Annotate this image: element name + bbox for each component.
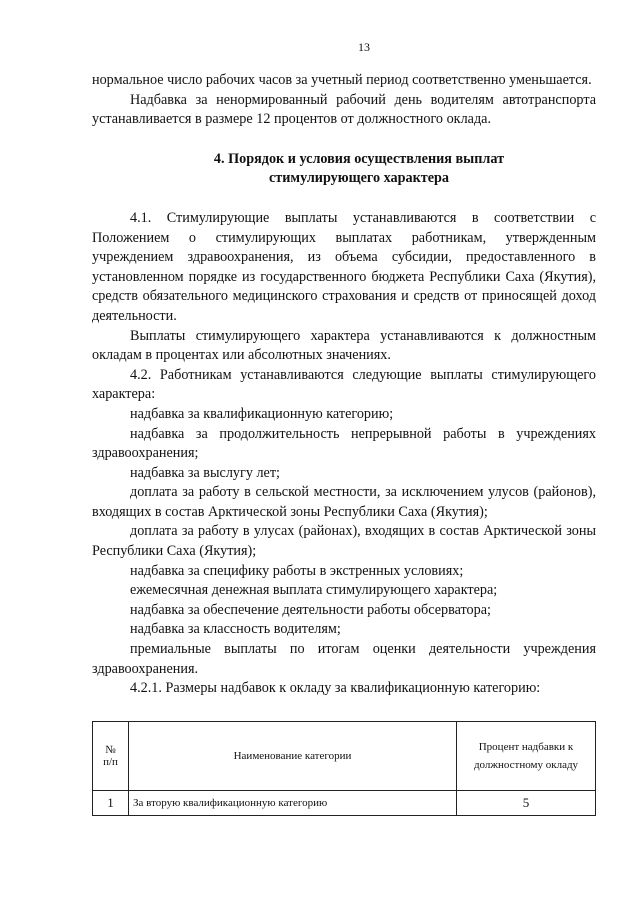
list-item: ежемесячная денежная выплата стимулирующего характера;: [130, 582, 498, 599]
list-item: надбавка за выслугу лет;: [130, 464, 280, 481]
header-number-line-2: п/п: [103, 755, 118, 768]
section-heading-line-2: стимулирующего характера: [268, 170, 450, 187]
list-item: надбавка за обеспечение деятельности работы обсерватора;: [130, 601, 491, 618]
row-category-name: За вторую квалификационную категорию: [129, 790, 457, 815]
subsection-4-2-1: 4.2.1. Размеры надбавок к окладу за квалификационную категорию:: [130, 680, 541, 697]
row-percent: 5: [457, 790, 596, 815]
header-percent-line-1: Процент надбавки к: [478, 740, 574, 753]
list-item: надбавка за классность водителям;: [130, 621, 341, 638]
list-item: доплата за работу в сельской местности, за исключением улусов (районов), входящих в состав Арктической зоны Республики Саха (Якутия);: [92, 484, 596, 520]
category-table: [92, 721, 596, 816]
list-item: надбавка за квалификационную категорию;: [130, 405, 394, 422]
list-item: премиальные выплаты по итогам оценки деятельности учреждения здравоохранения.: [92, 641, 596, 677]
paragraph-payments: Выплаты стимулирующего характера устанавливаются к должностным окладам в процентах или абсолютных значениях.: [92, 327, 596, 364]
header-category-name: Наименование категории: [129, 721, 457, 790]
section-heading-line-1: 4. Порядок и условия осуществления выплат: [213, 150, 505, 167]
intro-paragraph: Надбавка за ненормированный рабочий день водителям автотранспорта устанавливается в размере 12 процентов от должностного оклада.: [92, 91, 596, 128]
row-number: 1: [93, 790, 129, 815]
page-number: 13: [358, 40, 370, 54]
header-number-line-1: №: [105, 743, 116, 756]
intro-continuation: нормальное число рабочих часов за учетный период соответственно уменьшается.: [92, 72, 592, 88]
header-percent: [457, 721, 596, 790]
paragraph-4-1: 4.1. Стимулирующие выплаты устанавливаются в соответствии с Положением о стимулирующих выплатах работникам, утвержденным учреждением здравоохранения, из объема субсидии, предоставленного в установленном порядке из государственного бюджета Республики Саха (Якутия), средств обязательного медицинского страхования и средств от приносящей доход деятельности.: [92, 209, 596, 324]
table-row: [93, 790, 596, 815]
header-number: [93, 721, 129, 790]
list-item: надбавка за продолжительность непрерывной работы в учреждениях здравоохранения;: [92, 425, 596, 462]
section-heading: [92, 150, 596, 189]
header-percent-line-2: должностному окладу: [473, 758, 579, 771]
list-item: доплата за работу в улусах (районах), входящих в состав Арктической зоны Республики Саха (Якутия);: [92, 523, 596, 560]
table-header-row: [93, 721, 596, 790]
list-item: надбавка за специфику работы в экстренных условиях;: [130, 562, 464, 579]
paragraph-4-2: 4.2. Работникам устанавливаются следующие выплаты стимулирующего характера:: [92, 366, 596, 403]
